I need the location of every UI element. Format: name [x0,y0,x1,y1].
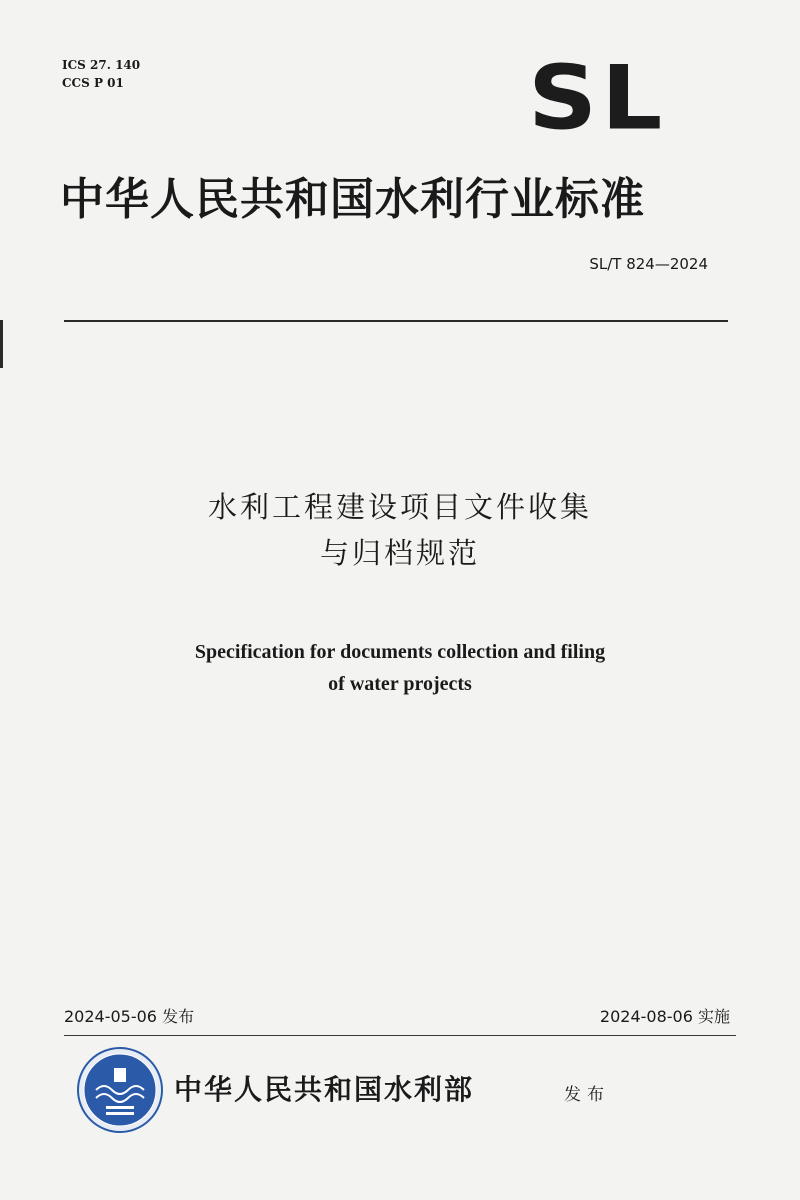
title-cn-line-2: 与归档规范 [319,536,480,570]
page-edge-mark [0,320,3,368]
effective-date: 2024-08-06 实施 [599,1007,730,1026]
document-title-en [0,636,800,700]
issue-date: 2024-05-06 发布 [64,1007,195,1026]
standard-category-title: 中华人民共和国水利行业标准 [60,174,645,225]
header-divider [64,320,728,322]
ministry-seal-icon [76,1046,164,1134]
document-title-cn [0,484,800,576]
classification-codes [62,56,140,92]
standard-number: SL/T 824—2024 [589,255,708,273]
ccs-code: CCS P 01 [62,76,124,90]
ics-code: ICS 27. 140 [62,58,141,72]
title-en-line-1: Specification for documents collection and filing [194,641,606,663]
sl-logo: SL [528,46,667,150]
issuing-authority: 中华人民共和国水利部 [174,1073,475,1106]
issue-label: 发布 [564,1085,610,1105]
title-cn-line-1: 水利工程建设项目文件收集 [207,490,592,524]
footer-divider [64,1035,736,1036]
title-en-line-2: of water projects [328,673,472,695]
